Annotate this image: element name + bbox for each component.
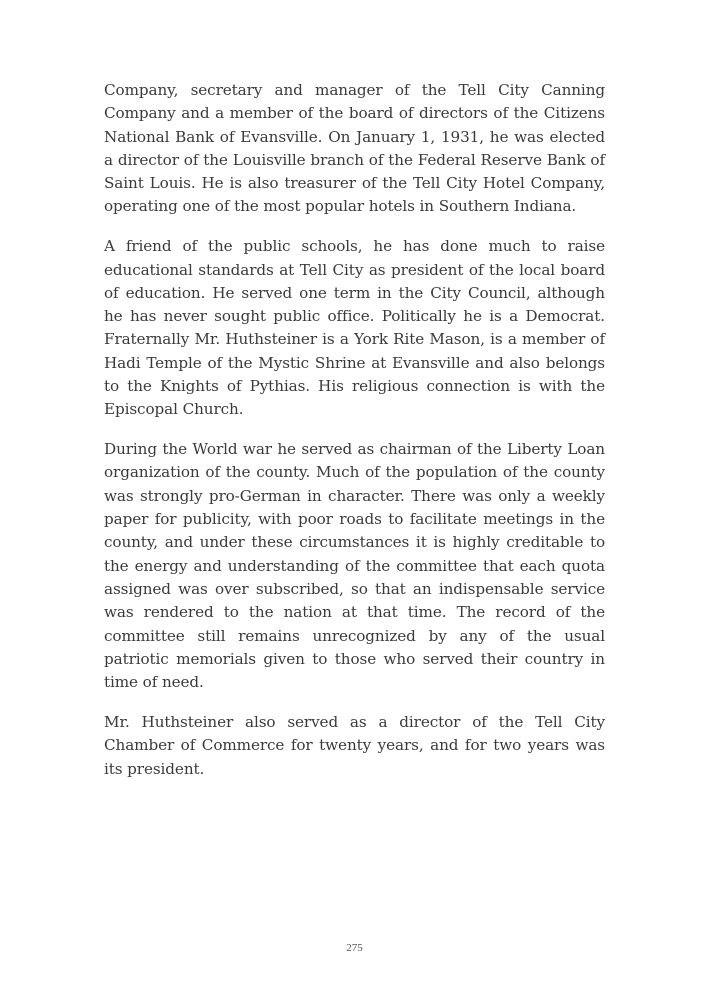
document-body bbox=[104, 79, 605, 797]
paragraph: Company, secretary and manager of the Tell City Canning Company and a member of the board of directors of the Citizens National Bank of Evansville. On January 1, 1931, he was elected a director of the Louisville branch of the Federal Reserve Bank of Saint Louis. He is also treasurer of the Tell City Hotel Company, operating one of the most popular hotels in Southern Indiana. bbox=[104, 81, 605, 216]
paragraph: During the World war he served as chairman of the Liberty Loan organization of the county. Much of the population of the county was strongly pro-German in character. There was only a weekly paper for publicity, with poor roads to facilitate meetings in the county, and under these circumstances it is highly creditable to the energy and understanding of the committee that each quota assigned was over subscribed, so that an indispensable service was rendered to the nation at that time. The record of the committee still remains unrecognized by any of the usual patriotic memorials given to those who served their country in time of need. bbox=[104, 440, 605, 692]
paragraph: Mr. Huthsteiner also served as a director of the Tell City Chamber of Commerce for twenty years, and for two years was its president. bbox=[104, 712, 605, 778]
paragraph: A friend of the public schools, he has done much to raise educational standards at Tell City as president of the local board of education. He served one term in the City Council, although he has never sought public office. Politically he is a Democrat. Fraternally Mr. Huthsteiner is a York Rite Mason, is a member of Hadi Temple of the Mystic Shrine at Evansville and also belongs to the Knights of Pythias. His religious connection is with the Episcopal Church. bbox=[104, 237, 605, 419]
page-number: 275 bbox=[346, 942, 363, 954]
